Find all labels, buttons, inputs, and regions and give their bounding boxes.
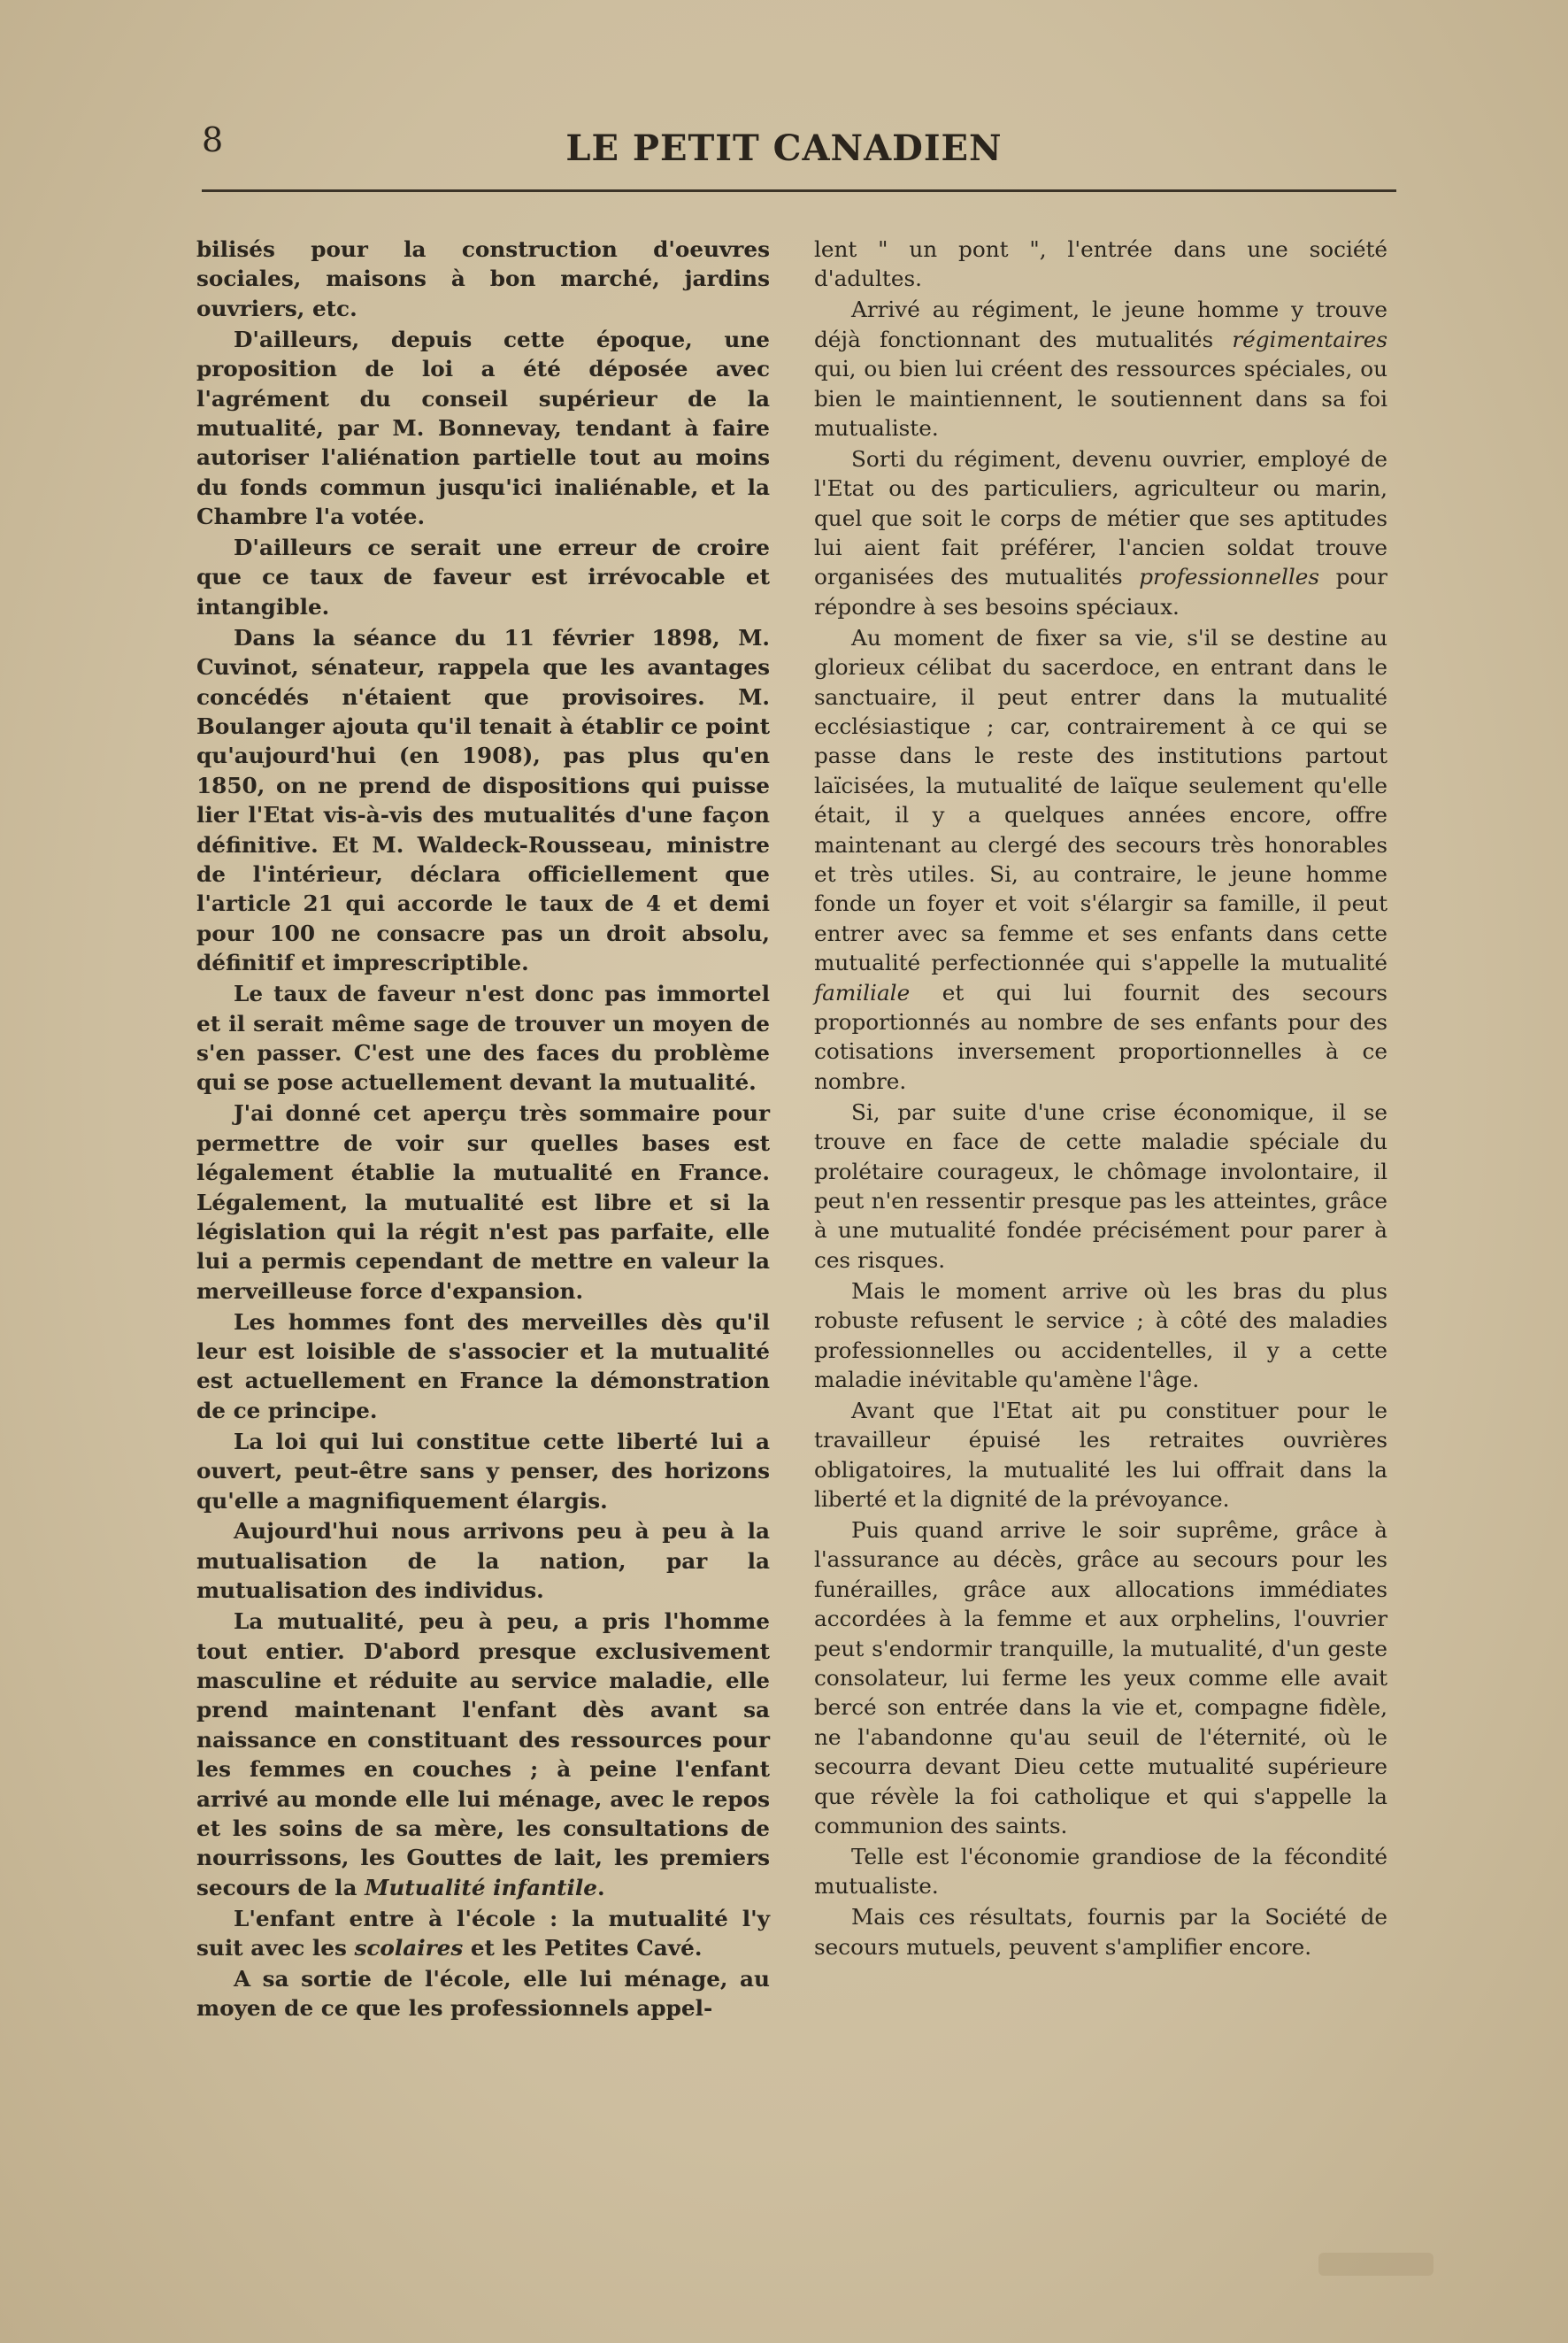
left-column xyxy=(196,235,770,2024)
emphasis: professionnelles xyxy=(1139,564,1320,590)
faded-stamp-mark xyxy=(1318,2253,1433,2276)
text-run: Arrivé au régiment, le jeune homme y trouve déjà fonctionnant des mutualités xyxy=(814,297,1387,352)
paragraph: J'ai donné cet aperçu très sommaire pour permettre de voir sur quelles bases est légalement établie la mutualité en France. Légalement, la mutualité est libre et si la législation qui la régit n'est pas parfaite, elle lui a permis cependant de mettre en valeur la merveilleuse force d'expansion. xyxy=(196,1100,770,1304)
paragraph: D'ailleurs, depuis cette époque, une proposition de loi a été déposée avec l'agrément du conseil supérieur de la mutualité, par M. Bonnevay, tendant à faire autoriser l'aliénation partielle tout au moins du fonds commun jusqu'ici inaliénable, et la Chambre l'a votée. xyxy=(196,326,770,530)
emphasis: régimentaires xyxy=(1232,326,1387,352)
paragraph: Mais le moment arrive où les bras du plus robuste refusent le service ; à côté des maladies professionnelles ou accidentelles, il y a cette maladie inévitable qu'amène l'âge. xyxy=(814,1277,1387,1392)
paragraph xyxy=(196,1904,770,1963)
paragraph xyxy=(814,623,1387,1097)
paragraph: Si, par suite d'une crise économique, il se trouve en face de cette maladie spéciale du prolétaire courageux, le chômage involontaire, il peut n'en ressentir presque pas les atteintes, grâce à une mutualité fondée précisément pour parer à ces risques. xyxy=(814,1098,1387,1273)
paragraph: La loi qui lui constitue cette liberté lui a ouvert, peut-être sans y penser, des horizons qu'elle a magnifiquement élargis. xyxy=(196,1428,770,1514)
page-number: 8 xyxy=(202,120,224,159)
text-run: La mutualité, peu à peu, a pris l'homme tout entier. D'abord presque exclusivement masculine et réduite au service maladie, elle prend maintenant l'enfant dès avant sa naissance en constituant des ressources pour les femmes en couches ; à peine l'enfant arrivé au monde elle lui ménage, avec le repos et les soins de sa mère, les consultations de nourrissons, les Gouttes de lait, les premiers secours de la xyxy=(196,1608,770,1900)
paragraph: Avant que l'Etat ait pu constituer pour le travailleur épuisé les retraites ouvrières obligatoires, la mutualité les lui offrait dans la liberté et la dignité de la prévoyance. xyxy=(814,1397,1387,1513)
header-rule xyxy=(202,189,1396,192)
text-run: Sorti du régiment, devenu ouvrier, employé de l'Etat ou des particuliers, agriculteur ou marin, quel que soit le corps de métier que ses aptitudes lui aient fait préférer, l'ancien soldat trouve organisées des mutualités xyxy=(814,445,1387,590)
paragraph: Les hommes font des merveilles dès qu'il leur est loisible de s'associer et la mutualité est actuellement en France la démonstration de ce principe. xyxy=(196,1308,770,1423)
paragraph: Puis quand arrive le soir suprême, grâce à l'assurance au décès, grâce au secours pour les funérailles, grâce aux allocations immédiates accordées à la femme et aux orphelins, l'ouvrier peut s'endormir tranquille, la mutualité, d'un geste consolateur, lui ferme les yeux comme elle avait bercé son entrée dans la vie et, compagne fidèle, ne l'abandonne qu'au seuil de l'éternité, où le secourra devant Dieu cette mutualité supérieure que révèle la foi catholique et qui s'appelle la communion des saints. xyxy=(814,1516,1387,1839)
text-run: L'enfant entre à l'école : la mutualité l'y suit avec les xyxy=(196,1905,770,1961)
emphasis: familiale xyxy=(814,979,911,1006)
paragraph: lent " un pont ", l'entrée dans une société d'adultes. xyxy=(814,236,1387,292)
paragraph: bilisés pour la construction d'oeuvres sociales, maisons à bon marché, jardins ouvriers, etc. xyxy=(196,236,770,321)
text-run: . xyxy=(596,1874,605,1900)
paragraph: Telle est l'économie grandiose de la fécondité mutualiste. xyxy=(814,1843,1387,1900)
text-run: pour répondre à ses besoins spéciaux. xyxy=(814,564,1387,620)
text-run: et qui lui fournit des secours proportionnés au nombre de ses enfants pour des cotisations inversement proportionnelles à ce nombre. xyxy=(814,979,1387,1094)
paragraph xyxy=(814,295,1387,443)
emphasis: Mutualité infantile xyxy=(365,1874,597,1900)
paragraph xyxy=(814,444,1387,621)
paragraph: Dans la séance du 11 février 1898, M. Cuvinot, sénateur, rappela que les avantages concédés n'étaient que provisoires. M. Boulanger ajouta qu'il tenait à établir ce point qu'aujourd'hui (en 1908), pas plus qu'en 1850, on ne prend de dispositions qui puisse lier l'Etat vis-à-vis des mutualités d'une façon définitive. Et M. Waldeck-Rousseau, ministre de l'intérieur, déclara officiellement que l'article 21 qui accorde le taux de 4 et demi pour 100 ne consacre pas un droit absolu, définitif et imprescriptible. xyxy=(196,624,770,976)
text-run: qui, ou bien lui créent des ressources spéciales, ou bien le maintiennent, le soutiennent dans sa foi mutualiste. xyxy=(814,356,1387,441)
text-run: et les Petites Cavé. xyxy=(463,1935,703,1961)
paragraph: D'ailleurs ce serait une erreur de croire que ce taux de faveur est irrévocable et intangible. xyxy=(196,535,770,620)
emphasis: scolaires xyxy=(354,1935,464,1961)
paragraph: A sa sortie de l'école, elle lui ménage, au moyen de ce que les professionnels appel- xyxy=(196,1966,770,2022)
text-run: Au moment de fixer sa vie, s'il se destine au glorieux célibat du sacerdoce, en entrant dans le sanctuaire, il peut entrer dans la mutualité ecclésiastique ; car, contrairement à ce qui se passe dans le reste des institutions partout laïcisées, la mutualité de laïque seulement qu'elle était, il y a quelques années encore, offre maintenant au clergé des secours très honorables et très utiles. Si, au contraire, le jeune homme fonde un foyer et voit s'élargir sa famille, il peut entrer avec sa femme et ses enfants dans cette mutualité perfectionnée qui s'appelle la mutualité xyxy=(814,624,1387,976)
running-title: LE PETIT CANADIEN xyxy=(565,127,1003,169)
paragraph: Aujourd'hui nous arrivons peu à peu à la mutualisation de la nation, par la mutualisation des individus. xyxy=(196,1518,770,1604)
paragraph xyxy=(196,1607,770,1902)
paragraph: Mais ces résultats, fournis par la Société de secours mutuels, peuvent s'amplifier encore. xyxy=(814,1904,1387,1960)
paragraph: Le taux de faveur n'est donc pas immortel et il serait même sage de trouver un moyen de s'en passer. C'est une des faces du problème qui se pose actuellement devant la mutualité. xyxy=(196,981,770,1096)
right-column xyxy=(814,235,1387,1963)
